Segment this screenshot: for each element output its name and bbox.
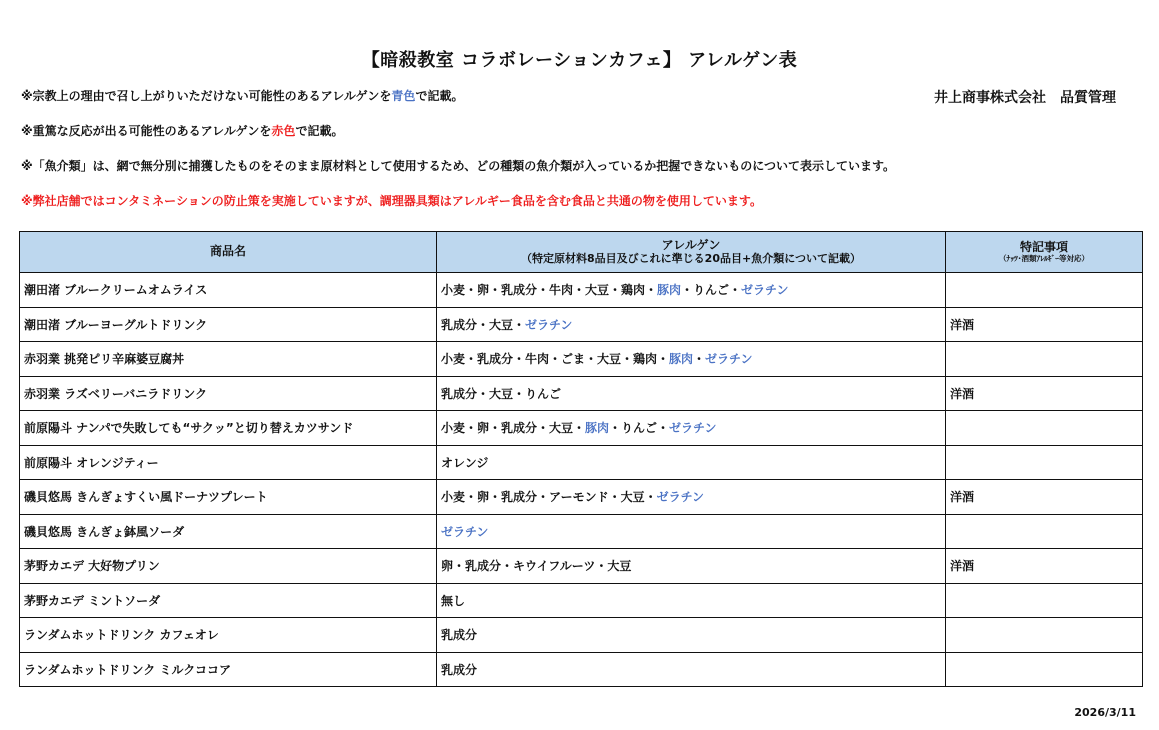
allergen-text: 卵・乳成分・キウイフルーツ・大豆 <box>441 559 632 574</box>
table-row <box>20 376 1143 411</box>
allergen-text: 乳成分・大豆・りんご <box>441 386 562 401</box>
header-allergen-sub: （特定原材料8品目及びこれに準じる20品目+魚介類について記載） <box>521 251 861 265</box>
allergen-list <box>437 342 946 377</box>
special-note <box>946 445 1143 480</box>
allergen-list <box>437 411 946 446</box>
allergen-list <box>437 618 946 653</box>
header-notes <box>946 232 1143 273</box>
red-color-word: 赤色 <box>271 124 296 138</box>
product-name: 磯貝悠馬 きんぎょすくい風ドーナツプレート <box>20 480 437 515</box>
note-contamination: ※弊社店舗ではコンタミネーションの防止策を実施していますが、調理器具類はアレルギー食品を含む食品と共通の物を使用しています。 <box>21 194 762 208</box>
table-row <box>20 342 1143 377</box>
table-row <box>20 549 1143 584</box>
note-text: ※宗教上の理由で召し上がりいただけない可能性のあるアレルゲンを <box>21 89 392 103</box>
allergen-list <box>437 652 946 687</box>
special-note <box>946 583 1143 618</box>
allergen-highlight: ゼラチン <box>656 490 705 505</box>
allergen-list <box>437 480 946 515</box>
product-name: 茅野カエデ ミントソーダ <box>20 583 437 618</box>
table-row <box>20 583 1143 618</box>
product-name: 赤羽業 ラズベリーバニラドリンク <box>20 376 437 411</box>
allergen-text: 小麦・卵・乳成分・アーモンド・大豆・ <box>441 490 657 505</box>
company-name: 井上商事株式会社 品質管理 <box>934 90 1116 106</box>
allergen-highlight: 豚肉 <box>669 352 694 367</box>
document-date: 2026/3/11 <box>1074 706 1136 719</box>
header-product: 商品名 <box>20 232 437 273</box>
table-header-row <box>20 232 1143 273</box>
allergen-text: 小麦・乳成分・牛肉・ごま・大豆・鶏肉・ <box>441 352 670 367</box>
table-row <box>20 618 1143 653</box>
allergen-text: ・ <box>693 352 706 367</box>
allergen-list <box>437 514 946 549</box>
special-note <box>946 652 1143 687</box>
table-row <box>20 514 1143 549</box>
allergen-highlight: ゼラチン <box>741 283 789 298</box>
note-seafood: ※「魚介類」は、網で無分別に捕獲したものをそのまま原材料として使用するため、どの種類の魚介類が入っているか把握できないものについて表示しています。 <box>21 159 895 173</box>
allergen-text: 無し <box>441 593 466 608</box>
header-notes-sub: （ﾅｯﾂ･酒類ｱﾚﾙｷﾞｰ等対応） <box>999 253 1089 263</box>
table-row <box>20 411 1143 446</box>
table-row <box>20 480 1143 515</box>
allergen-highlight: ゼラチン <box>441 524 489 539</box>
allergen-list <box>437 549 946 584</box>
product-name: 赤羽業 挑発ピリ辛麻婆豆腐丼 <box>20 342 437 377</box>
allergen-highlight: 豚肉 <box>657 283 682 298</box>
product-name: 前原陽斗 ナンパで失敗しても“サクッ”と切り替えカツサンド <box>20 411 437 446</box>
allergen-text: オレンジ <box>441 455 489 470</box>
table-row <box>20 307 1143 342</box>
product-name: 前原陽斗 オレンジティー <box>20 445 437 480</box>
special-note <box>946 514 1143 549</box>
allergen-highlight: ゼラチン <box>705 352 753 367</box>
allergen-table <box>19 231 1143 687</box>
allergen-text: 小麦・卵・乳成分・大豆・ <box>441 421 586 436</box>
allergen-text: 小麦・卵・乳成分・牛肉・大豆・鶏肉・ <box>441 283 658 298</box>
note-religious <box>21 87 463 104</box>
allergen-text: 乳成分・大豆・ <box>441 317 526 332</box>
product-name: 潮田渚 ブルークリームオムライス <box>20 273 437 308</box>
allergen-list <box>437 273 946 308</box>
special-note <box>946 618 1143 653</box>
table-row <box>20 273 1143 308</box>
allergen-text: ・りんご・ <box>609 421 670 436</box>
header-allergen <box>437 232 946 273</box>
special-note <box>946 342 1143 377</box>
special-note: 洋酒 <box>946 549 1143 584</box>
special-note <box>946 411 1143 446</box>
note-text: で記載。 <box>415 89 464 103</box>
allergen-list <box>437 376 946 411</box>
page-title: 【暗殺教室 コラボレーションカフェ】 アレルゲン表 <box>361 50 798 71</box>
allergen-list <box>437 583 946 618</box>
product-name: 茅野カエデ 大好物プリン <box>20 549 437 584</box>
note-severe <box>21 122 343 139</box>
special-note <box>946 273 1143 308</box>
special-note: 洋酒 <box>946 480 1143 515</box>
allergen-highlight: ゼラチン <box>669 421 717 436</box>
product-name: 潮田渚 ブルーヨーグルトドリンク <box>20 307 437 342</box>
header-allergen-title: アレルゲン <box>661 237 721 252</box>
allergen-highlight: ゼラチン <box>525 317 573 332</box>
note-text: で記載。 <box>295 124 344 138</box>
allergen-highlight: 豚肉 <box>585 421 610 436</box>
allergen-text: 乳成分 <box>441 662 478 677</box>
header-notes-title: 特記事項 <box>1019 239 1068 254</box>
allergen-text: ・りんご・ <box>681 283 742 298</box>
allergen-text: 乳成分 <box>441 628 478 643</box>
special-note: 洋酒 <box>946 307 1143 342</box>
special-note: 洋酒 <box>946 376 1143 411</box>
allergen-list <box>437 445 946 480</box>
product-name: 磯貝悠馬 きんぎょ鉢風ソーダ <box>20 514 437 549</box>
blue-color-word: 青色 <box>391 89 416 103</box>
product-name: ランダムホットドリンク カフェオレ <box>20 618 437 653</box>
allergen-list <box>437 307 946 342</box>
note-text: ※重篤な反応が出る可能性のあるアレルゲンを <box>21 124 272 138</box>
table-row <box>20 652 1143 687</box>
table-row <box>20 445 1143 480</box>
product-name: ランダムホットドリンク ミルクココア <box>20 652 437 687</box>
